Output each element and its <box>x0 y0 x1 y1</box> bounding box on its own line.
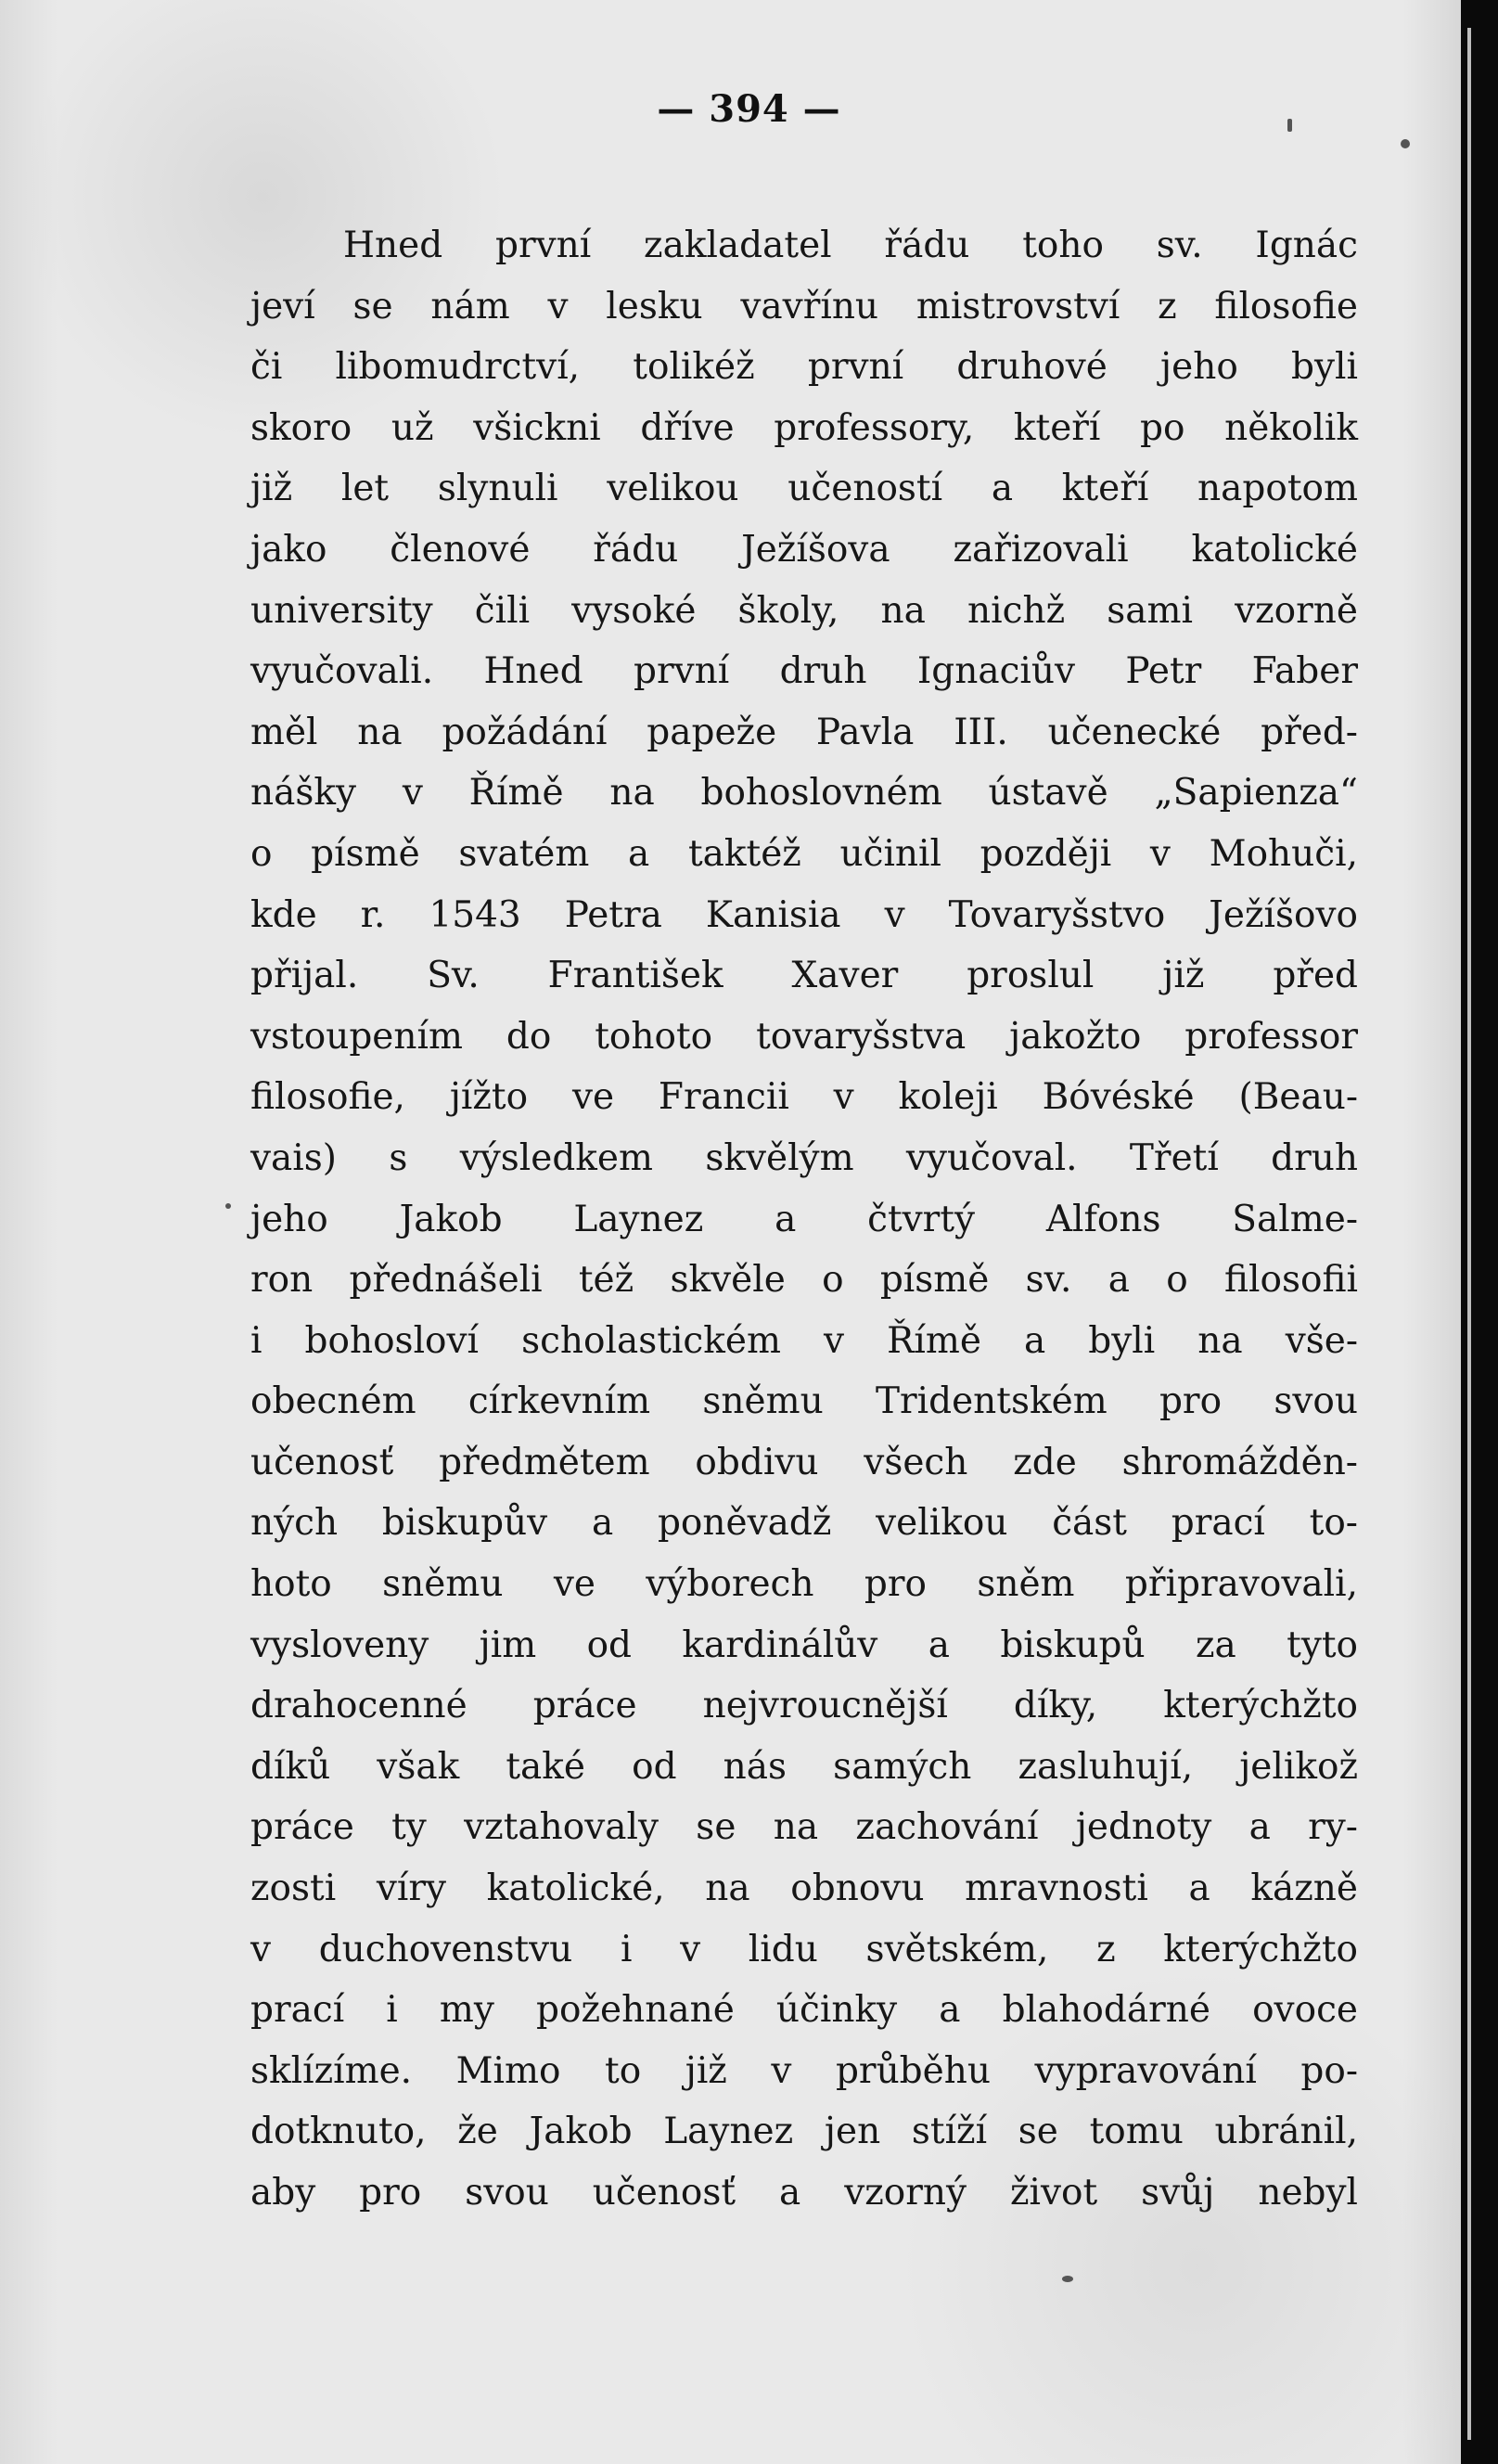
text-line: vyučovali. Hned první druh Ignaciův Petr Faber <box>250 650 1358 693</box>
text-line: skoro už všickni dříve professory, kteří po několik <box>250 406 1358 449</box>
text-line: vais) s výsledkem skvělým vyučoval. Třetí druh <box>250 1136 1358 1179</box>
text-line: university čili vysoké školy, na nichž sami vzorně <box>250 589 1358 632</box>
text-line: práce ty vztahovaly se na zachování jednoty a ry- <box>250 1806 1358 1849</box>
page-number: — 394 — <box>657 87 841 131</box>
text-line: měl na požádání papeže Pavla III. učenecké před- <box>250 711 1358 753</box>
text-line: aby pro svou učenosť a vzorný život svůj nebyl <box>250 2172 1358 2214</box>
text-line: již let slynuli velikou učeností a kteří napotom <box>250 468 1358 510</box>
text-line: zosti víry katolické, na obnovu mravnosti a kázně <box>250 1867 1358 1910</box>
text-line: díků však také od nás samých zasluhují, jelikož <box>250 1745 1358 1788</box>
text-line: jako členové řádu Ježíšova zařizovali katolické <box>250 528 1358 571</box>
text-line: sklízíme. Mimo to již v průběhu vypravování po- <box>250 2049 1358 2092</box>
body-text <box>250 215 1358 2224</box>
text-line: vstoupením do tohoto tovaryšstva jakožto professor <box>250 1015 1358 1058</box>
text-line: ron přednášeli též skvěle o písmě sv. a o filosofii <box>250 1259 1358 1302</box>
adjacent-page-edge <box>1467 28 1471 2440</box>
text-line: přijal. Sv. František Xaver proslul již před <box>250 955 1358 997</box>
text-line: o písmě svatém a taktéž učinil později v Mohuči, <box>250 832 1358 875</box>
text-line: či libomudrctví, tolikéž první druhové jeho byli <box>250 346 1358 389</box>
text-line: i bohosloví scholastickém v Římě a byli na vše- <box>250 1319 1358 1362</box>
paper-speck <box>225 1203 231 1209</box>
paper-speck <box>1287 119 1292 132</box>
text-line: jeho Jakob Laynez a čtvrtý Alfons Salme- <box>250 1198 1358 1240</box>
text-line: obecném církevním sněmu Tridentském pro svou <box>250 1380 1358 1423</box>
text-line: filosofie, jížto ve Francii v koleji Bóvéské (Beau- <box>250 1076 1358 1119</box>
text-line: jeví se nám v lesku vavřínu mistrovství z filosofie <box>250 285 1358 327</box>
text-line: v duchovenstvu i v lidu světském, z kterýchžto <box>250 1928 1358 1970</box>
text-line: učenosť předmětem obdivu všech zde shromážděn- <box>250 1441 1358 1483</box>
paper-speck <box>1401 139 1410 148</box>
text-line: kde r. 1543 Petra Kanisia v Tovaryšstvo Ježíšovo <box>250 893 1358 936</box>
text-line: prací i my požehnané účinky a blahodárné ovoce <box>250 1989 1358 2032</box>
text-line: vysloveny jim od kardinálův a biskupů za tyto <box>250 1623 1358 1666</box>
text-line: ných biskupův a poněvadž velikou část prací to- <box>250 1502 1358 1545</box>
text-line: dotknuto, že Jakob Laynez jen stíží se tomu ubránil, <box>250 2111 1358 2153</box>
paper-speck <box>1062 2276 1073 2282</box>
text-line: hoto sněmu ve výborech pro sněm připravovali, <box>250 1563 1358 1606</box>
text-line: Hned první zakladatel řádu toho sv. Ignác <box>343 225 1358 266</box>
page-edge-shadow <box>1461 0 1498 2464</box>
text-line: drahocenné práce nejvroucnější díky, kterýchžto <box>250 1685 1358 1727</box>
text-line: nášky v Římě na bohoslovném ústavě „Sapienza“ <box>250 772 1358 815</box>
